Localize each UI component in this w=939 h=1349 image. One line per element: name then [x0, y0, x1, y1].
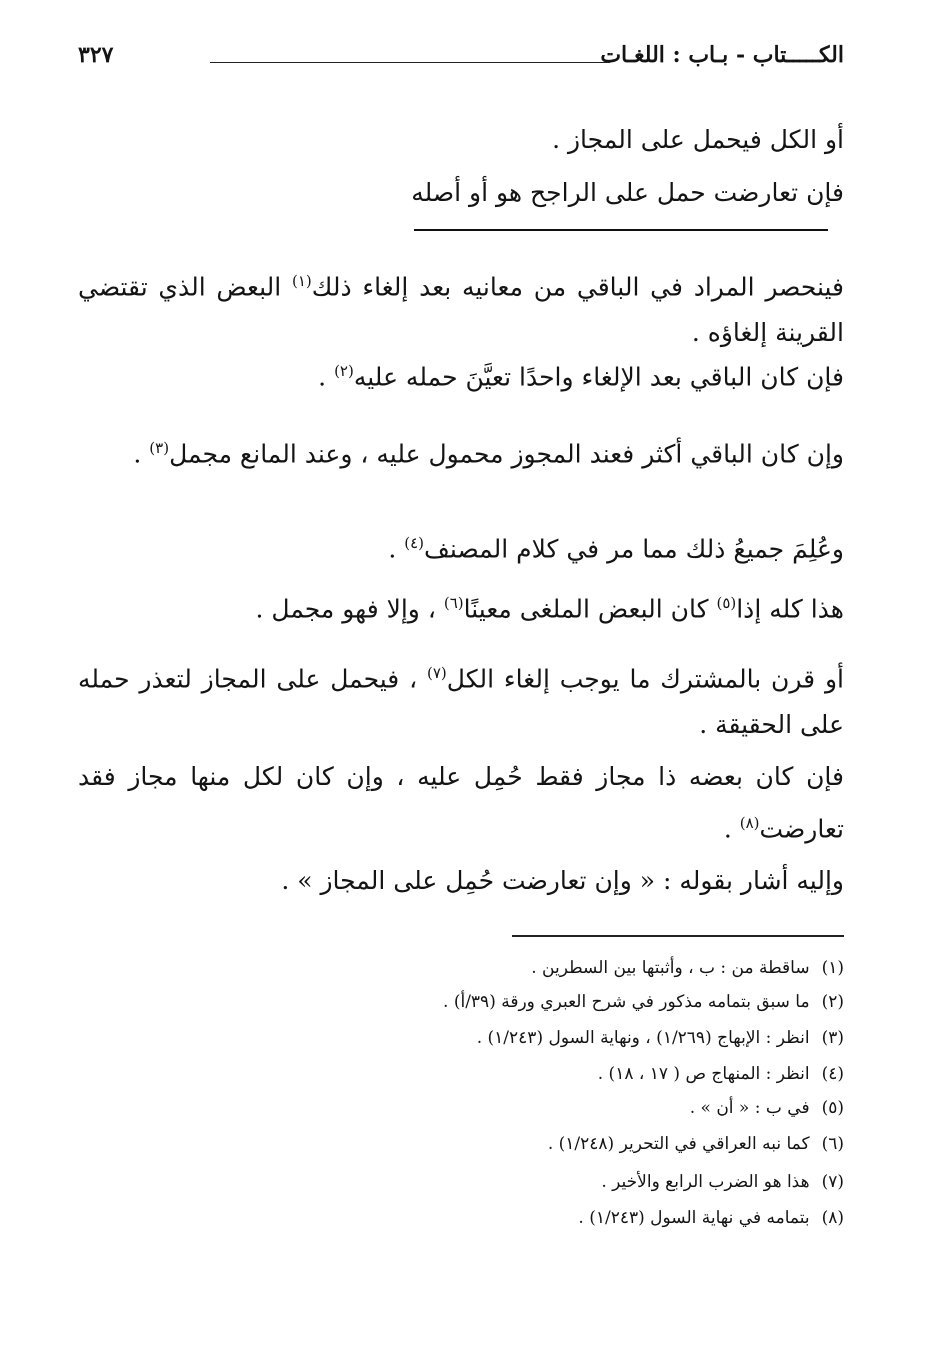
footnote-ref: (٥)	[716, 594, 737, 612]
paragraph-6: أو قرن بالمشترك ما يوجب إلغاء الكل$^{(٧)}$ ، فيحمل على المجاز لتعذر حمله على الحقيقة .	[78, 664, 844, 740]
footnote-separator	[512, 935, 844, 937]
footnote-5: (٥)في ب : « أن » .	[689, 1098, 844, 1118]
footnote-4: (٤)انظر : المنهاج ص ( ١٧ ، ١٨) .	[597, 1064, 844, 1084]
matn-line-2: فإن تعارضت حمل على الراجح هو أو أصله	[411, 178, 844, 207]
footnote-ref: (٤)	[404, 534, 425, 552]
footnote-ref: (٨)	[739, 814, 760, 832]
footnote-1: (١)ساقطة من : ب ، وأثبتها بين السطرين .	[531, 958, 844, 978]
paragraph-5: هذا كله إذا$^{(٥)}$ كان البعض الملغى معينًا$^{(٦)}$ ، وإلا فهو مجمل .	[255, 594, 844, 624]
footnote-number: (٧)	[821, 1172, 844, 1192]
matn-line-1: أو الكل فيحمل على المجاز .	[552, 125, 844, 154]
page-number: ٣٢٧	[78, 42, 114, 68]
footnote-number: (٤)	[821, 1064, 844, 1084]
running-head: الكـــــتاب - بـاب : اللغـات	[600, 42, 844, 68]
footnote-number: (٣)	[821, 1028, 844, 1048]
matn-underline	[414, 229, 828, 231]
footnote-7: (٧)هذا هو الضرب الرابع والأخير .	[601, 1172, 844, 1192]
footnote-number: (٢)	[821, 992, 844, 1012]
footnote-3: (٣)انظر : الإبهاج (١/٢٦٩) ، ونهاية السول (١/٢٤٣) .	[476, 1028, 844, 1048]
footnote-2: (٢)ما سبق بتمامه مذكور في شرح العبري ورقة (٣٩/أ) .	[443, 992, 844, 1012]
footnote-number: (٥)	[821, 1098, 844, 1118]
page-header	[78, 40, 844, 80]
paragraph-3: وإن كان الباقي أكثر فعند المجوز محمول عليه ، وعند المانع مجمل$^{(٣)}$ .	[133, 439, 844, 469]
footnote-ref: (٣)	[149, 439, 170, 457]
footnote-8: (٨)بتمامه في نهاية السول (١/٢٤٣) .	[578, 1208, 844, 1228]
footnote-6: (٦)كما نبه العراقي في التحرير (١/٢٤٨) .	[547, 1134, 844, 1154]
paragraph-4: وعُلِمَ جميعُ ذلك مما مر في كلام المصنف$^{(٤)}$ .	[388, 534, 844, 564]
footnote-ref: (٦)	[443, 594, 464, 612]
paragraph-2: فإن كان الباقي بعد الإلغاء واحدًا تعيَّنَ حمله عليه$^{(٢)}$ .	[318, 362, 844, 392]
footnote-ref: (١)	[291, 272, 312, 290]
footnote-number: (٦)	[821, 1134, 844, 1154]
footnote-ref: (٧)	[426, 664, 447, 682]
footnote-number: (٨)	[821, 1208, 844, 1228]
paragraph-1: فينحصر المراد في الباقي من معانيه بعد إلغاء ذلك$^{(١)}$ البعض الذي تقتضي القرينة إلغاؤه .	[78, 272, 844, 348]
paragraph-8: وإليه أشار بقوله : « وإن تعارضت حُمِل على المجاز » .	[281, 866, 844, 895]
header-rule	[210, 62, 610, 63]
footnote-ref: (٢)	[334, 362, 354, 380]
paragraph-7: فإن كان بعضه ذا مجاز فقط حُمِل عليه ، وإن كان لكل منها مجاز فقد تعارضت$^{(٨)}$ .	[78, 762, 844, 844]
footnote-number: (١)	[821, 958, 844, 978]
